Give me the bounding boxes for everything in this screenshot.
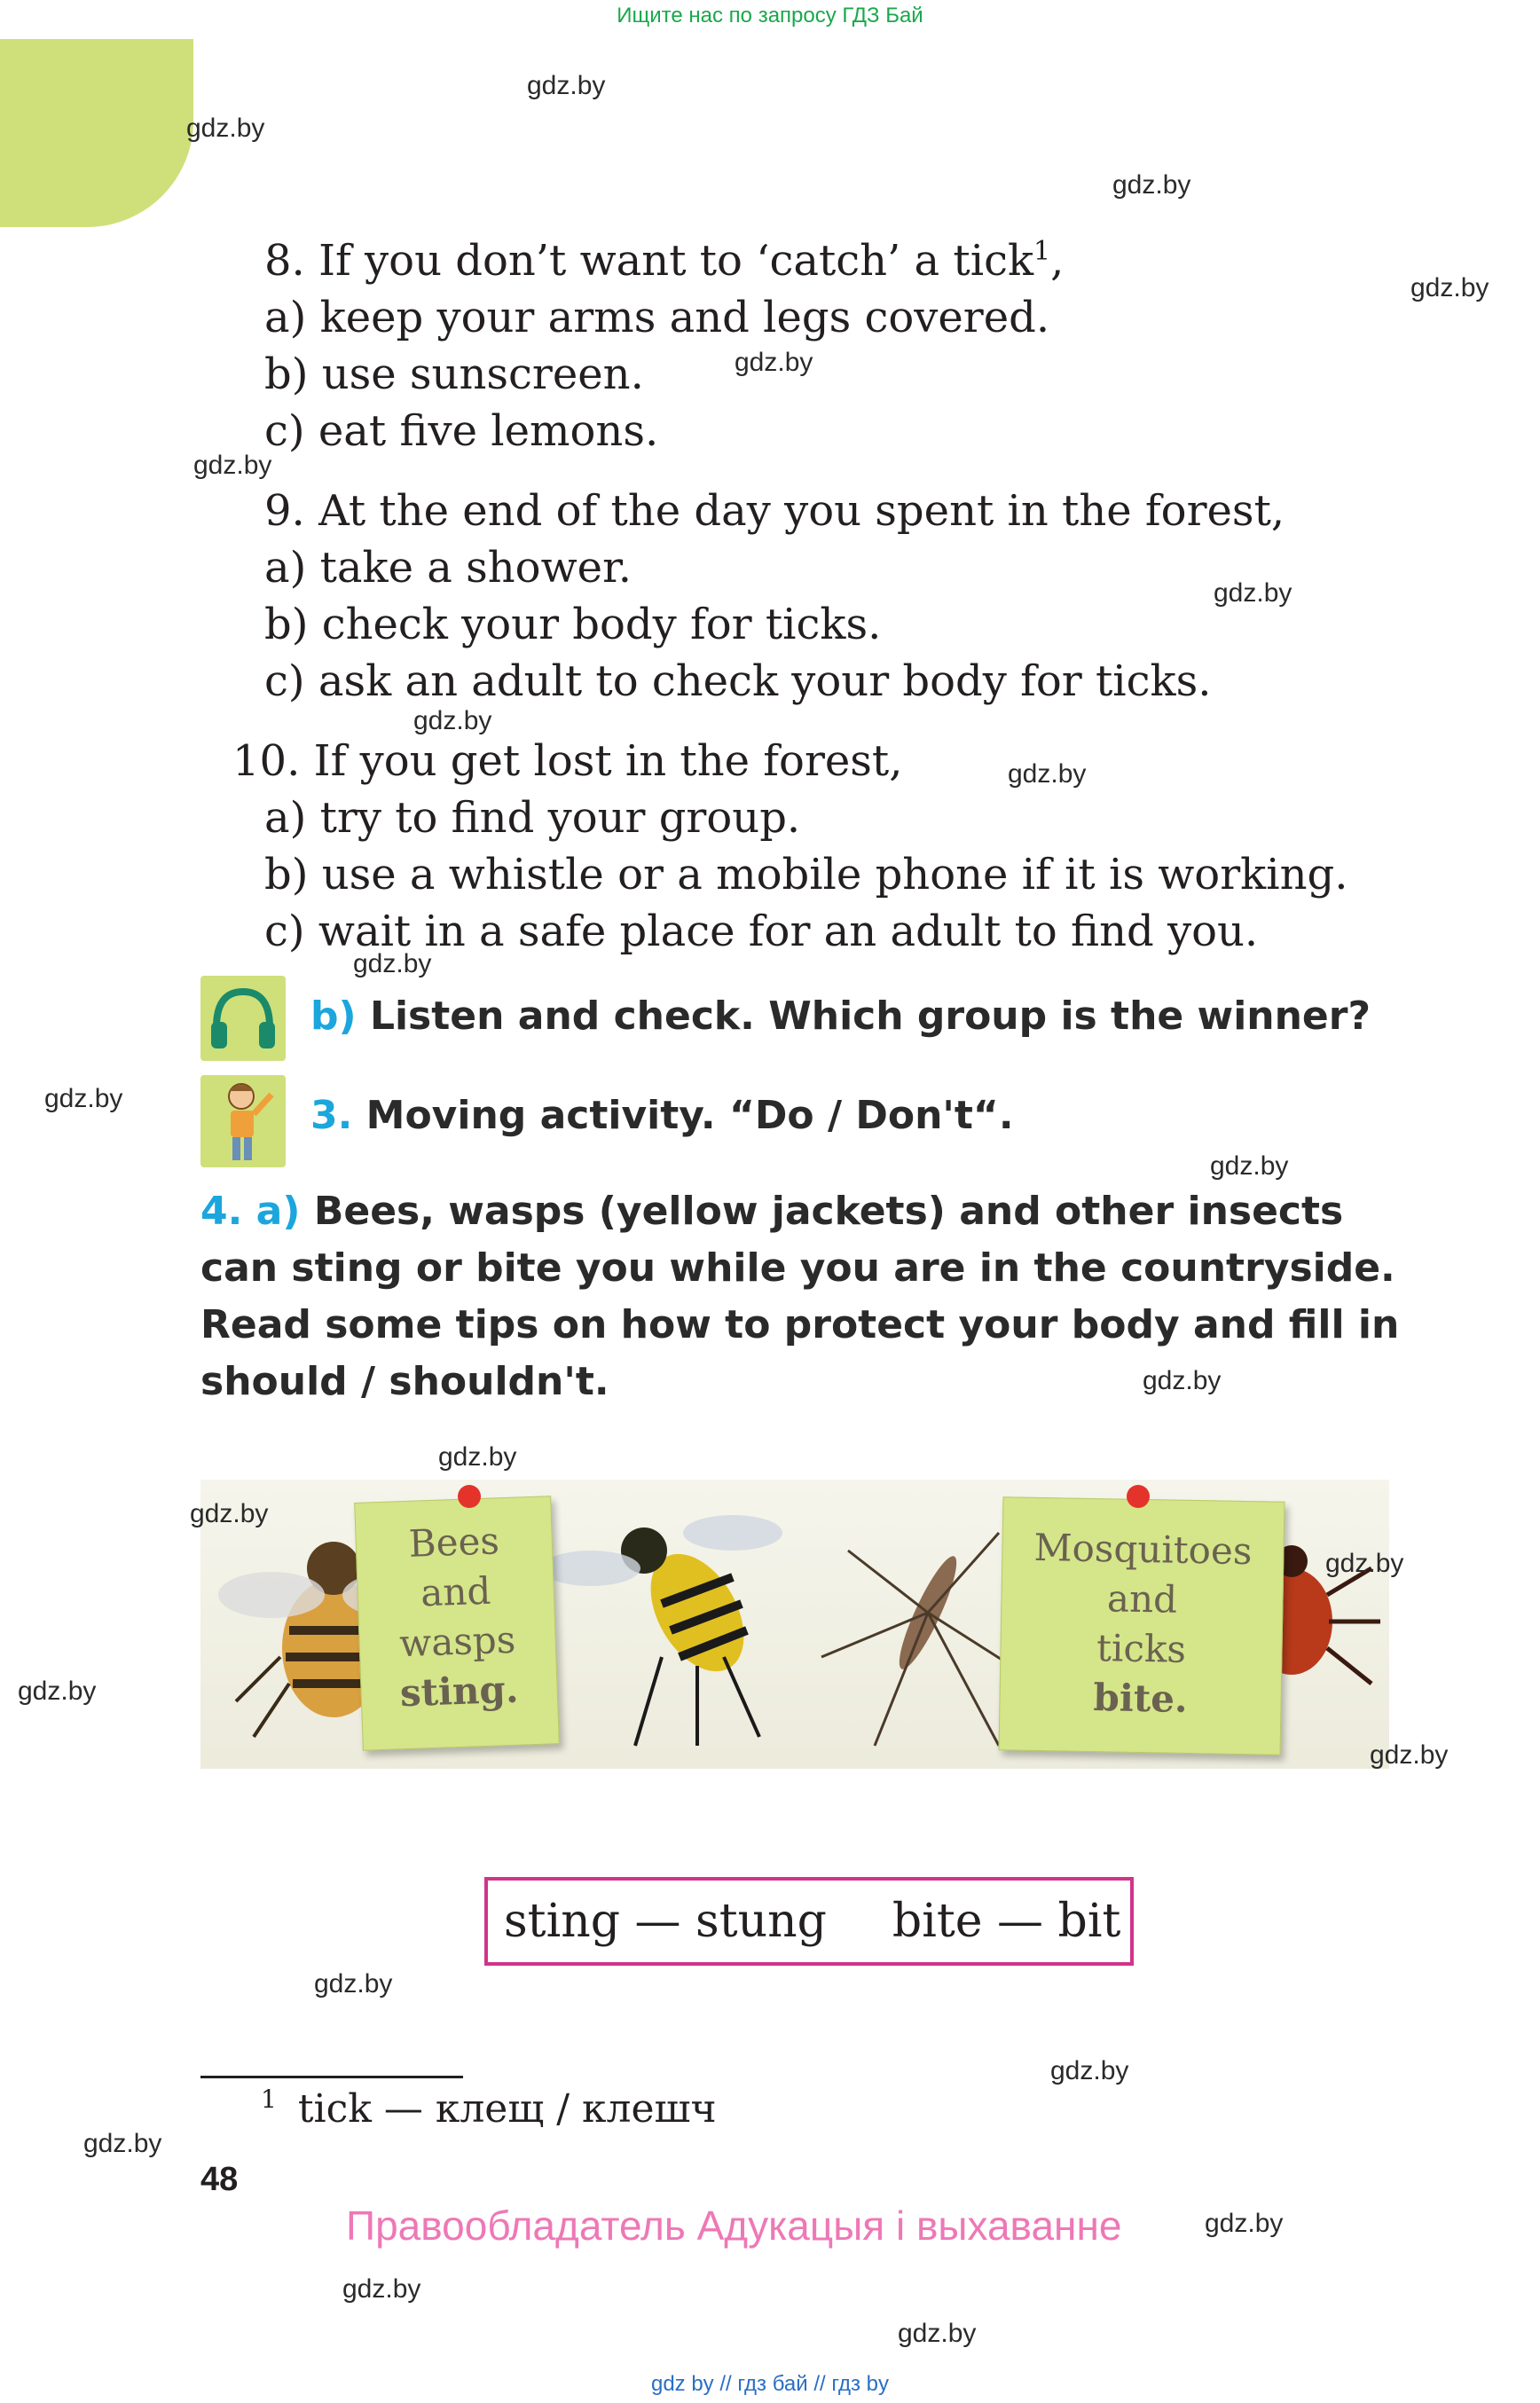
verb-forms-box	[484, 1877, 1134, 1966]
boy-waving-icon	[200, 1075, 286, 1167]
note-line: and	[420, 1568, 492, 1615]
question-number: 10.	[232, 736, 301, 786]
question-stem: If you don’t want to ‘catch’ a tick	[318, 236, 1034, 286]
option-10a: a) try to find your group.	[264, 793, 801, 843]
watermark: gdz.by	[1370, 1740, 1449, 1770]
watermark: gdz.by	[186, 114, 265, 143]
slash: /	[347, 1359, 389, 1404]
option-9a: a) take a shower.	[264, 543, 632, 593]
note-line: wasps	[398, 1617, 517, 1666]
listen-instruction	[310, 993, 1371, 1039]
bottom-links[interactable]: gdz by // гдз бай // гдз by	[650, 2372, 890, 2396]
watermark: gdz.by	[1050, 2056, 1129, 2085]
moving-text: Moving activity. “Do / Don't“.	[365, 1093, 1014, 1138]
watermark: gdz.by	[193, 451, 272, 480]
watermark: gdz.by	[898, 2319, 977, 2348]
watermark: gdz.by	[353, 949, 432, 978]
watermark: gdz.by	[527, 71, 606, 100]
insects-illustration	[200, 1480, 1389, 1769]
option-9c: c) ask an adult to check your body for ticks.	[264, 656, 1212, 706]
verb-pair-bite: bite — bit	[892, 1895, 1121, 1948]
note-line: sting.	[399, 1667, 520, 1716]
question-stem: At the end of the day you spent in the forest,	[318, 486, 1285, 536]
watermark: gdz.by	[190, 1499, 269, 1528]
option-10b: b) use a whistle or a mobile phone if it is working.	[264, 850, 1348, 899]
watermark: gdz.by	[1325, 1549, 1404, 1578]
watermark: gdz.by	[1112, 170, 1191, 200]
watermark: gdz.by	[83, 2129, 162, 2158]
note-line: Mosquitoes	[1033, 1525, 1253, 1574]
watermark: gdz.by	[44, 1084, 123, 1113]
sticky-note-mosquitoes	[999, 1496, 1285, 1755]
watermark: gdz.by	[1214, 578, 1292, 608]
period: .	[593, 1359, 609, 1404]
question-number: 9.	[264, 486, 305, 536]
note-line: bite.	[1093, 1676, 1189, 1721]
watermark: gdz.by	[1008, 759, 1087, 789]
moving-activity	[310, 1093, 1014, 1138]
option-8a: a) keep your arms and legs covered.	[264, 293, 1050, 342]
page-number: 48	[200, 2161, 239, 2198]
pin-icon	[1127, 1485, 1150, 1508]
verb-pair-sting: sting — stung	[504, 1895, 827, 1948]
watermark: gdz.by	[314, 1969, 393, 1999]
footnote	[261, 2086, 717, 2132]
top-banner[interactable]: Ищите нас по запросу ГДЗ Бай	[617, 4, 923, 27]
listen-text: Listen and check. Which group is the winner?	[369, 993, 1371, 1039]
watermark: gdz.by	[342, 2274, 421, 2304]
question-10	[232, 733, 902, 789]
watermark: gdz.by	[413, 706, 492, 735]
watermark: gdz.by	[1210, 1151, 1289, 1181]
footnote-ref: 1	[1033, 236, 1051, 267]
listen-label: b)	[310, 993, 357, 1039]
pin-icon	[458, 1485, 481, 1508]
note-line: and	[1106, 1576, 1178, 1622]
question-number: 8.	[264, 236, 305, 286]
shouldnt-word: shouldn't	[389, 1359, 594, 1404]
question-stem: If you get lost in the forest,	[313, 736, 903, 786]
watermark: gdz.by	[18, 1677, 97, 1706]
note-line: ticks	[1096, 1626, 1187, 1671]
watermark: gdz.by	[1410, 273, 1489, 302]
question-9	[264, 483, 1285, 539]
headphones-icon	[200, 976, 286, 1061]
option-9b: b) check your body for ticks.	[264, 600, 882, 649]
option-10c: c) wait in a safe place for an adult to find you.	[264, 907, 1259, 956]
note-line: Bees	[407, 1519, 500, 1566]
should-word: should	[200, 1359, 348, 1404]
question-8	[264, 232, 1064, 289]
sticky-note-bees	[354, 1496, 560, 1751]
task-label: a)	[255, 1189, 301, 1234]
watermark: gdz.by	[735, 348, 813, 377]
task-text: Bees, wasps (yellow jackets) and other insects can sting or bite you while you are in the countryside. Read some tips on how to protect your body and fill in	[200, 1189, 1400, 1347]
corner-decoration	[0, 39, 193, 227]
task-4-instruction	[200, 1183, 1416, 1410]
option-8b: b) use sunscreen.	[264, 349, 644, 399]
watermark: gdz.by	[438, 1442, 517, 1472]
footnote-text: tick — клещ / клешч	[297, 2086, 717, 2132]
mosquito-image	[821, 1533, 1025, 1746]
question-tail: ,	[1050, 236, 1065, 286]
task-number: 4.	[200, 1189, 243, 1234]
task-number: 3.	[310, 1093, 353, 1138]
footnote-divider	[200, 2076, 463, 2078]
watermark: gdz.by	[1205, 2209, 1284, 2238]
footnote-number: 1	[261, 2085, 277, 2115]
watermark: gdz.by	[1143, 1366, 1222, 1395]
wasp-image	[541, 1515, 782, 1746]
option-8c: c) eat five lemons.	[264, 406, 659, 456]
copyright-notice: Правообладатель Адукацыя і выхаванне	[346, 2203, 1122, 2249]
